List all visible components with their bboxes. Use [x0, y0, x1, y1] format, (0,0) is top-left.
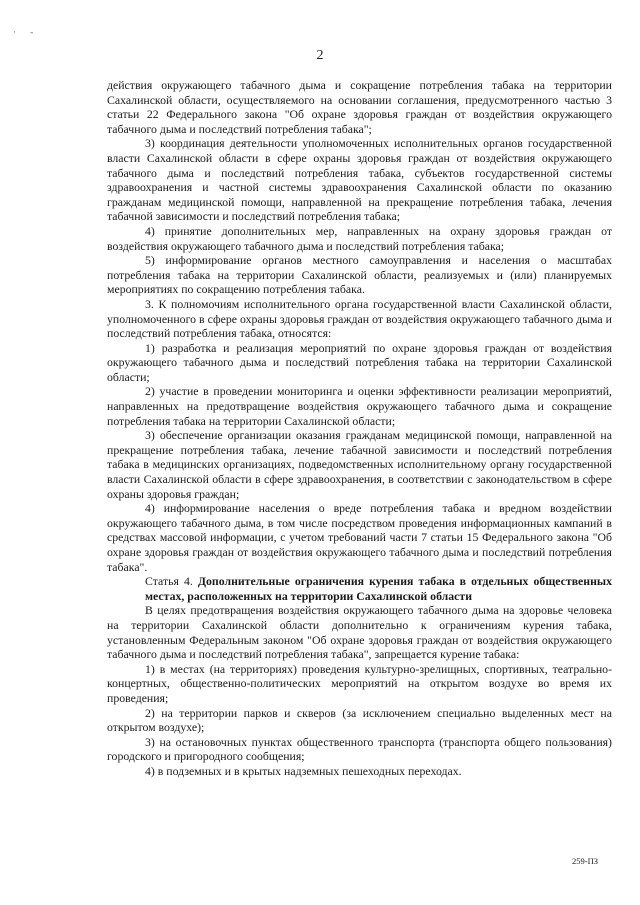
paragraph: 2) на территории парков и скверов (за исключением специально выделенных мест на открытом воздухе);: [107, 705, 612, 735]
paragraph: 4) информирование населения о вреде потребления табака и вредном воздействии окружающего табачного дыма, в том числе посредством проведения информационных кампаний в средствах массовой информации, с учетом требований части 7 статьи 15 Федерального закона "Об охране здоровья граждан от воздействия окружающего табачного дыма и последствий потребления табака".: [107, 501, 612, 574]
paragraph: действия окружающего табачного дыма и сокращение потребления табака на территории Сахалинской области, осуществляемого на основании соглашения, предусмотренного частью 3 статьи 22 Федерального закона "Об охране здоровья граждан от воздействия окружающего табачного дыма и последствий потребления табака";: [107, 78, 612, 136]
article-heading: [107, 574, 612, 603]
paragraph: В целях предотвращения воздействия окружающего табачного дыма на здоровье человека на территории Сахалинской области дополнительно к ограничениям курения табака, установленным Федеральным законом "Об охране здоровья граждан от воздействия окружающего табачного дыма и последствий потребления табака", запрещается курение табака:: [107, 603, 612, 662]
paragraph: 3. К полномочиям исполнительного органа государственной власти Сахалинской области, уполномоченного в сфере охраны здоровья граждан от воздействия окружающего табачного дыма и последствий потребления табака, относятся:: [107, 296, 612, 341]
paragraph: 3) на остановочных пунктах общественного транспорта (транспорта общего пользования) городского и пригородного сообщения;: [107, 734, 612, 764]
scan-corner-marks: · -: [13, 27, 40, 37]
paragraph: 3) координация деятельности уполномоченных исполнительных органов государственной власти Сахалинской области в сфере охраны здоровья граждан от воздействия окружающего табачного дыма и последствий потребления табака, субъектов государственной системы здравоохранения и частной системы здравоохранения Сахалинской области по оказанию гражданам медицинской помощи, направленной на прекращение потребления табака, лечения табачной зависимости и последствий потребления табака;: [107, 136, 612, 224]
article-title: Дополнительные ограничения курения табака в отдельных общественных местах, расположенных на территории Сахалинской области: [145, 574, 612, 603]
article-prefix: Статья 4.: [145, 574, 198, 589]
paragraph: 1) разработка и реализация мероприятий по охране здоровья граждан от воздействия окружающего табачного дыма и последствий потребления табака на территории Сахалинской области;: [107, 340, 612, 384]
paragraph: 5) информирование органов местного самоуправления и населения о масштабах потребления табака на территории Сахалинской области, реализуемых и (или) планируемых мероприятиях по сокращению потребления табака.: [107, 253, 612, 297]
document-body: [107, 78, 612, 779]
paragraph: 1) в местах (на территориях) проведения культурно-зрелищных, спортивных, театрально-концертных, общественно-политических мероприятий на открытом воздухе во время их проведения;: [107, 661, 612, 705]
paragraph: 4) принятие дополнительных мер, направленных на охрану здоровья граждан от воздействия окружающего табачного дыма и последствий потребления табака;: [107, 223, 612, 253]
page-number: 2: [316, 48, 324, 63]
document-code: 259-ПЗ: [572, 856, 598, 866]
paragraph: 2) участие в проведении мониторинга и оценки эффективности реализации мероприятий, направленных на предотвращение воздействия окружающего табачного дыма и сокращение потребления табака на территории Сахалинской области;: [107, 384, 612, 428]
paragraph: 4) в подземных и в крытых надземных пешеходных переходах.: [145, 763, 462, 778]
paragraph: 3) обеспечение организации оказания гражданам медицинской помощи, направленной на прекращение потребления табака, лечение табачной зависимости и последствий потребления табака в медицинских организациях, подведомственных исполнительному органу государственной власти Сахалинской области в сфере здравоохранения, в соответствии с законодательством в сфере охраны здоровья граждан;: [107, 428, 612, 501]
